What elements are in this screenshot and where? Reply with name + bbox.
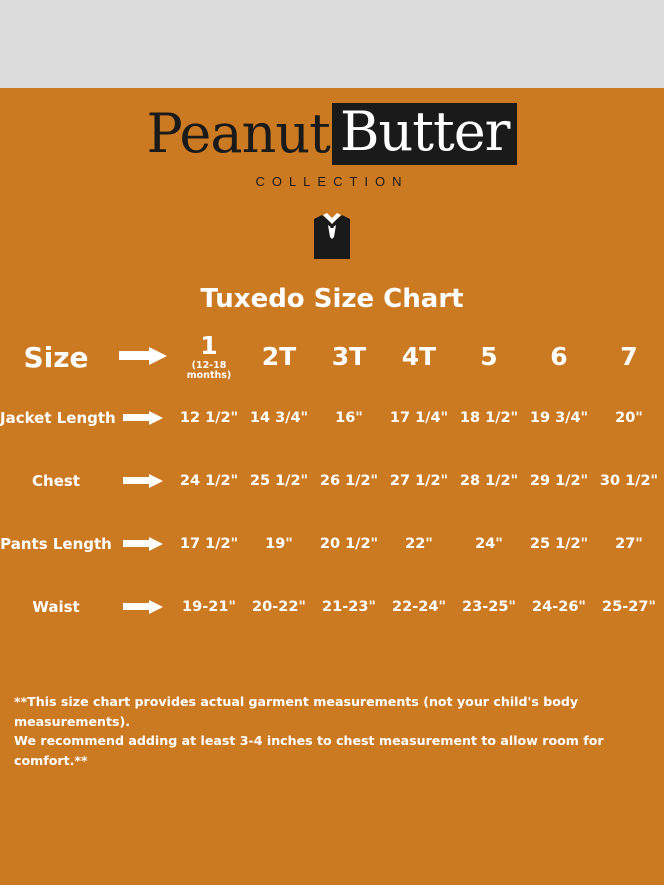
size-chart-table [0,328,664,638]
cell-pants-length-5: 24" [475,535,503,552]
column-header-1-label: 1 [200,330,218,360]
cell-chest-7: 30 1/2" [599,472,659,489]
cell-jacket-length-4t: 17 1/4" [389,409,449,426]
column-header-6: 6 [550,341,568,371]
page-title: Tuxedo Size Chart [200,284,464,314]
footnote-line-2: We recommend adding at least 3-4 inches to chest measurement to allow room for comfort.** [14,733,604,768]
row-label-pants-length: Pants Length [0,534,112,553]
table-row [0,386,664,449]
row-label-waist: Waist [32,597,80,616]
logo-subtitle: COLLECTION [255,174,409,189]
footnote-line-1: **This size chart provides actual garment measurements (not your child's body measurements). [14,694,579,729]
cell-waist-2t: 20-22" [252,598,306,615]
table-row [0,512,664,575]
table-header-row [0,328,664,386]
size-header-label: Size [23,340,89,374]
cell-chest-5: 28 1/2" [459,472,519,489]
cell-pants-length-1: 17 1/2" [179,535,239,552]
cell-waist-6: 24-26" [532,598,586,615]
cell-waist-7: 25-27" [602,598,656,615]
row-label-jacket-length: Jacket Length [0,408,116,427]
cell-pants-length-4t: 22" [405,535,433,552]
cell-waist-1: 19-21" [182,598,236,615]
cell-chest-6: 29 1/2" [529,472,589,489]
header-arrow-cell [112,328,174,386]
arrow-right-icon [123,411,163,423]
arrow-right-icon [123,474,163,486]
row-arrow-cell [112,575,174,638]
cell-pants-length-6: 25 1/2" [529,535,589,552]
column-header-4: 4T [401,341,437,371]
arrow-right-icon [123,600,163,612]
row-label-chest: Chest [32,471,80,490]
column-header-1-note: (12-18 months) [186,360,232,382]
cell-jacket-length-5: 18 1/2" [459,409,519,426]
cell-waist-4t: 22-24" [392,598,446,615]
column-header-1 [174,328,244,386]
row-arrow-cell [112,449,174,512]
footnote [14,692,654,770]
cell-waist-3t: 21-23" [322,598,376,615]
column-header-7: 7 [620,341,638,371]
cell-jacket-length-3t: 16" [335,409,363,426]
arrow-right-icon [123,537,163,549]
cell-chest-2t: 25 1/2" [249,472,309,489]
column-header-5: 5 [480,341,498,371]
column-header-3: 3T [331,341,367,371]
tuxedo-icon [310,213,354,261]
logo-word-butter-box [332,100,518,165]
table-row [0,575,664,638]
cell-jacket-length-6: 19 3/4" [529,409,589,426]
cell-pants-length-3t: 20 1/2" [319,535,379,552]
logo-wordmark [146,100,518,165]
table-row [0,449,664,512]
row-arrow-cell [112,512,174,575]
cell-waist-5: 23-25" [462,598,516,615]
row-arrow-cell [112,386,174,449]
column-header-2: 2T [261,341,297,371]
brand-logo [0,100,664,189]
logo-word-peanut: Peanut [146,102,330,165]
cell-jacket-length-7: 20" [615,409,643,426]
logo-word-butter: Butter [339,100,510,163]
cell-chest-4t: 27 1/2" [389,472,449,489]
cell-chest-1: 24 1/2" [179,472,239,489]
cell-pants-length-7: 27" [615,535,643,552]
size-chart-panel [0,88,664,885]
cell-chest-3t: 26 1/2" [319,472,379,489]
arrow-right-icon [119,347,167,363]
cell-jacket-length-1: 12 1/2" [179,409,239,426]
cell-pants-length-2t: 19" [265,535,293,552]
cell-jacket-length-2t: 14 3/4" [249,409,309,426]
